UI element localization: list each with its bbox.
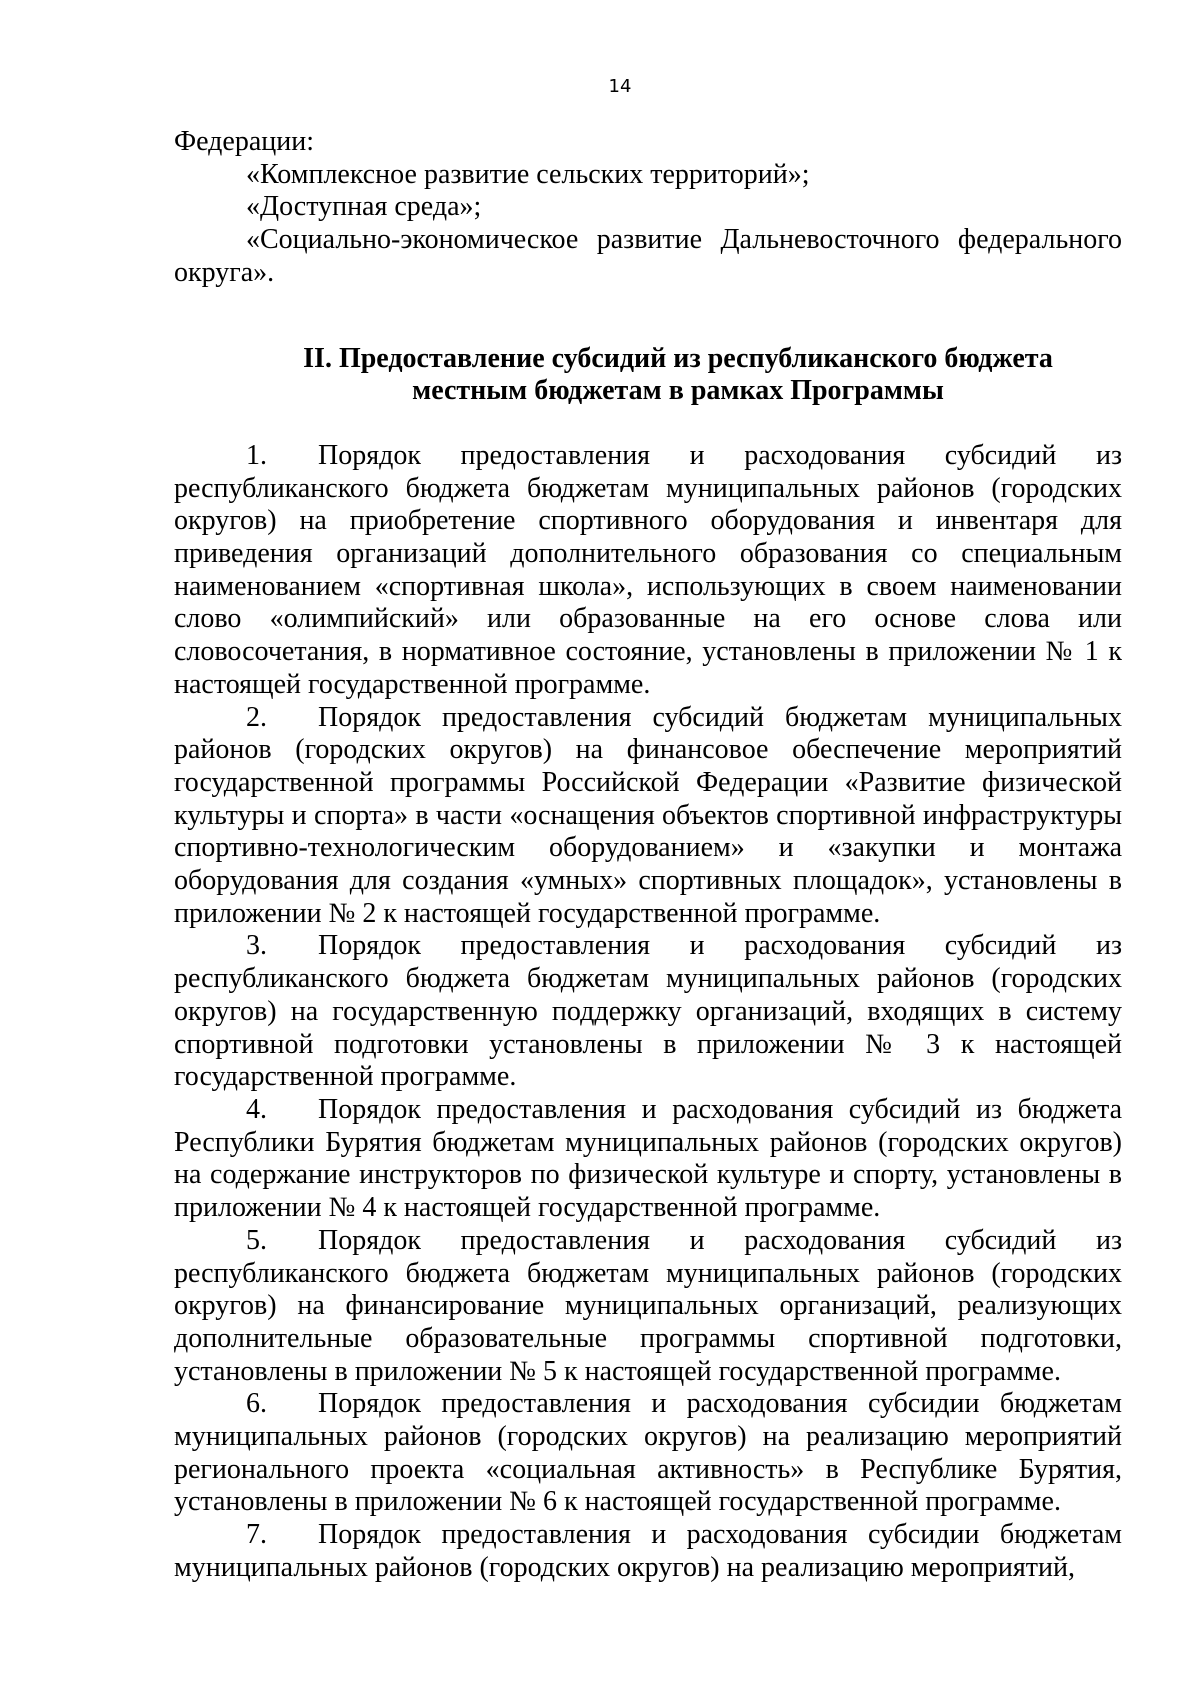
list-item bbox=[174, 930, 1122, 1094]
list-item bbox=[174, 1225, 1122, 1389]
item-number: 2. bbox=[246, 701, 267, 733]
document-body bbox=[174, 126, 1122, 1585]
section-heading-line: II. Предоставление субсидий из республиканского бюджета bbox=[303, 342, 1053, 374]
section-heading bbox=[174, 343, 1122, 408]
list-item bbox=[174, 702, 1122, 931]
item-number: 1. bbox=[246, 439, 267, 471]
item-text: Порядок предоставления и расходования субсидий из республиканского бюджета бюджетам муниципальных районов (городских округов) на государственную поддержку организаций, входящих в систему спортивной подготовки установлены в приложении № 3 к настоящей государственной программе. bbox=[174, 930, 1122, 1093]
item-number: 6. bbox=[246, 1388, 267, 1420]
item-text: Порядок предоставления субсидий бюджетам муниципальных районов (городских округов) на финансовое обеспечение мероприятий государственной программы Российской Федерации «Развитие физической культуры и спорта» в части «оснащения объектов спортивной инфраструктуры спортивно-технологическим оборудованием» и «закупки и монтажа оборудования для создания «умных» спортивных площадок», установлены в приложении № 2 к настоящей государственной программе. bbox=[174, 701, 1122, 929]
item-text: Порядок предоставления и расходования субсидий из республиканского бюджета бюджетам муниципальных районов (городских округов) на приобретение спортивного оборудования и инвентаря для приведения организаций дополнительного образования со специальным наименованием «спортивная школа», использующих в своем наименовании слово «олимпийский» или образованные на его основе слова или словосочетания, в нормативное состояние, установлены в приложении № 1 к настоящей государственной программе. bbox=[174, 439, 1122, 700]
item-number: 3. bbox=[246, 930, 267, 962]
item-text: Порядок предоставления и расходования субсидии бюджетам муниципальных районов (городских округов) на реализацию мероприятий, bbox=[174, 1519, 1122, 1583]
intro-line: «Социально-экономическое развитие Дальневосточного федерального округа». bbox=[174, 224, 1122, 288]
page-number: 14 bbox=[608, 76, 632, 97]
item-text: Порядок предоставления и расходования субсидий из республиканского бюджета бюджетам муниципальных районов (городских округов) на финансирование муниципальных организаций, реализующих дополнительные образовательные программы спортивной подготовки, установлены в приложении № 5 к настоящей государственной программе. bbox=[174, 1224, 1122, 1387]
list-item bbox=[174, 1388, 1122, 1519]
item-text: Порядок предоставления и расходования субсидий из бюджета Республики Бурятия бюджетам муниципальных районов (городских округов) на содержание инструкторов по физической культуре и спорту, установлены в приложении № 4 к настоящей государственной программе. bbox=[174, 1093, 1122, 1224]
intro-line: Федерации: bbox=[174, 126, 315, 157]
item-number: 5. bbox=[246, 1224, 267, 1256]
intro-line: «Доступная среда»; bbox=[246, 191, 482, 223]
intro-line: «Комплексное развитие сельских территорий»; bbox=[246, 158, 810, 190]
item-number: 7. bbox=[246, 1519, 267, 1551]
item-number: 4. bbox=[246, 1093, 267, 1125]
list-item bbox=[174, 1094, 1122, 1225]
list-item bbox=[174, 440, 1122, 702]
item-text: Порядок предоставления и расходования субсидии бюджетам муниципальных районов (городских округов) на реализацию мероприятий регионального проекта «социальная активность» в Республике Бурятия, установлены в приложении № 6 к настоящей государственной программе. bbox=[174, 1388, 1122, 1518]
list-item bbox=[174, 1519, 1122, 1584]
section-heading-line: местным бюджетам в рамках Программы bbox=[412, 375, 944, 407]
